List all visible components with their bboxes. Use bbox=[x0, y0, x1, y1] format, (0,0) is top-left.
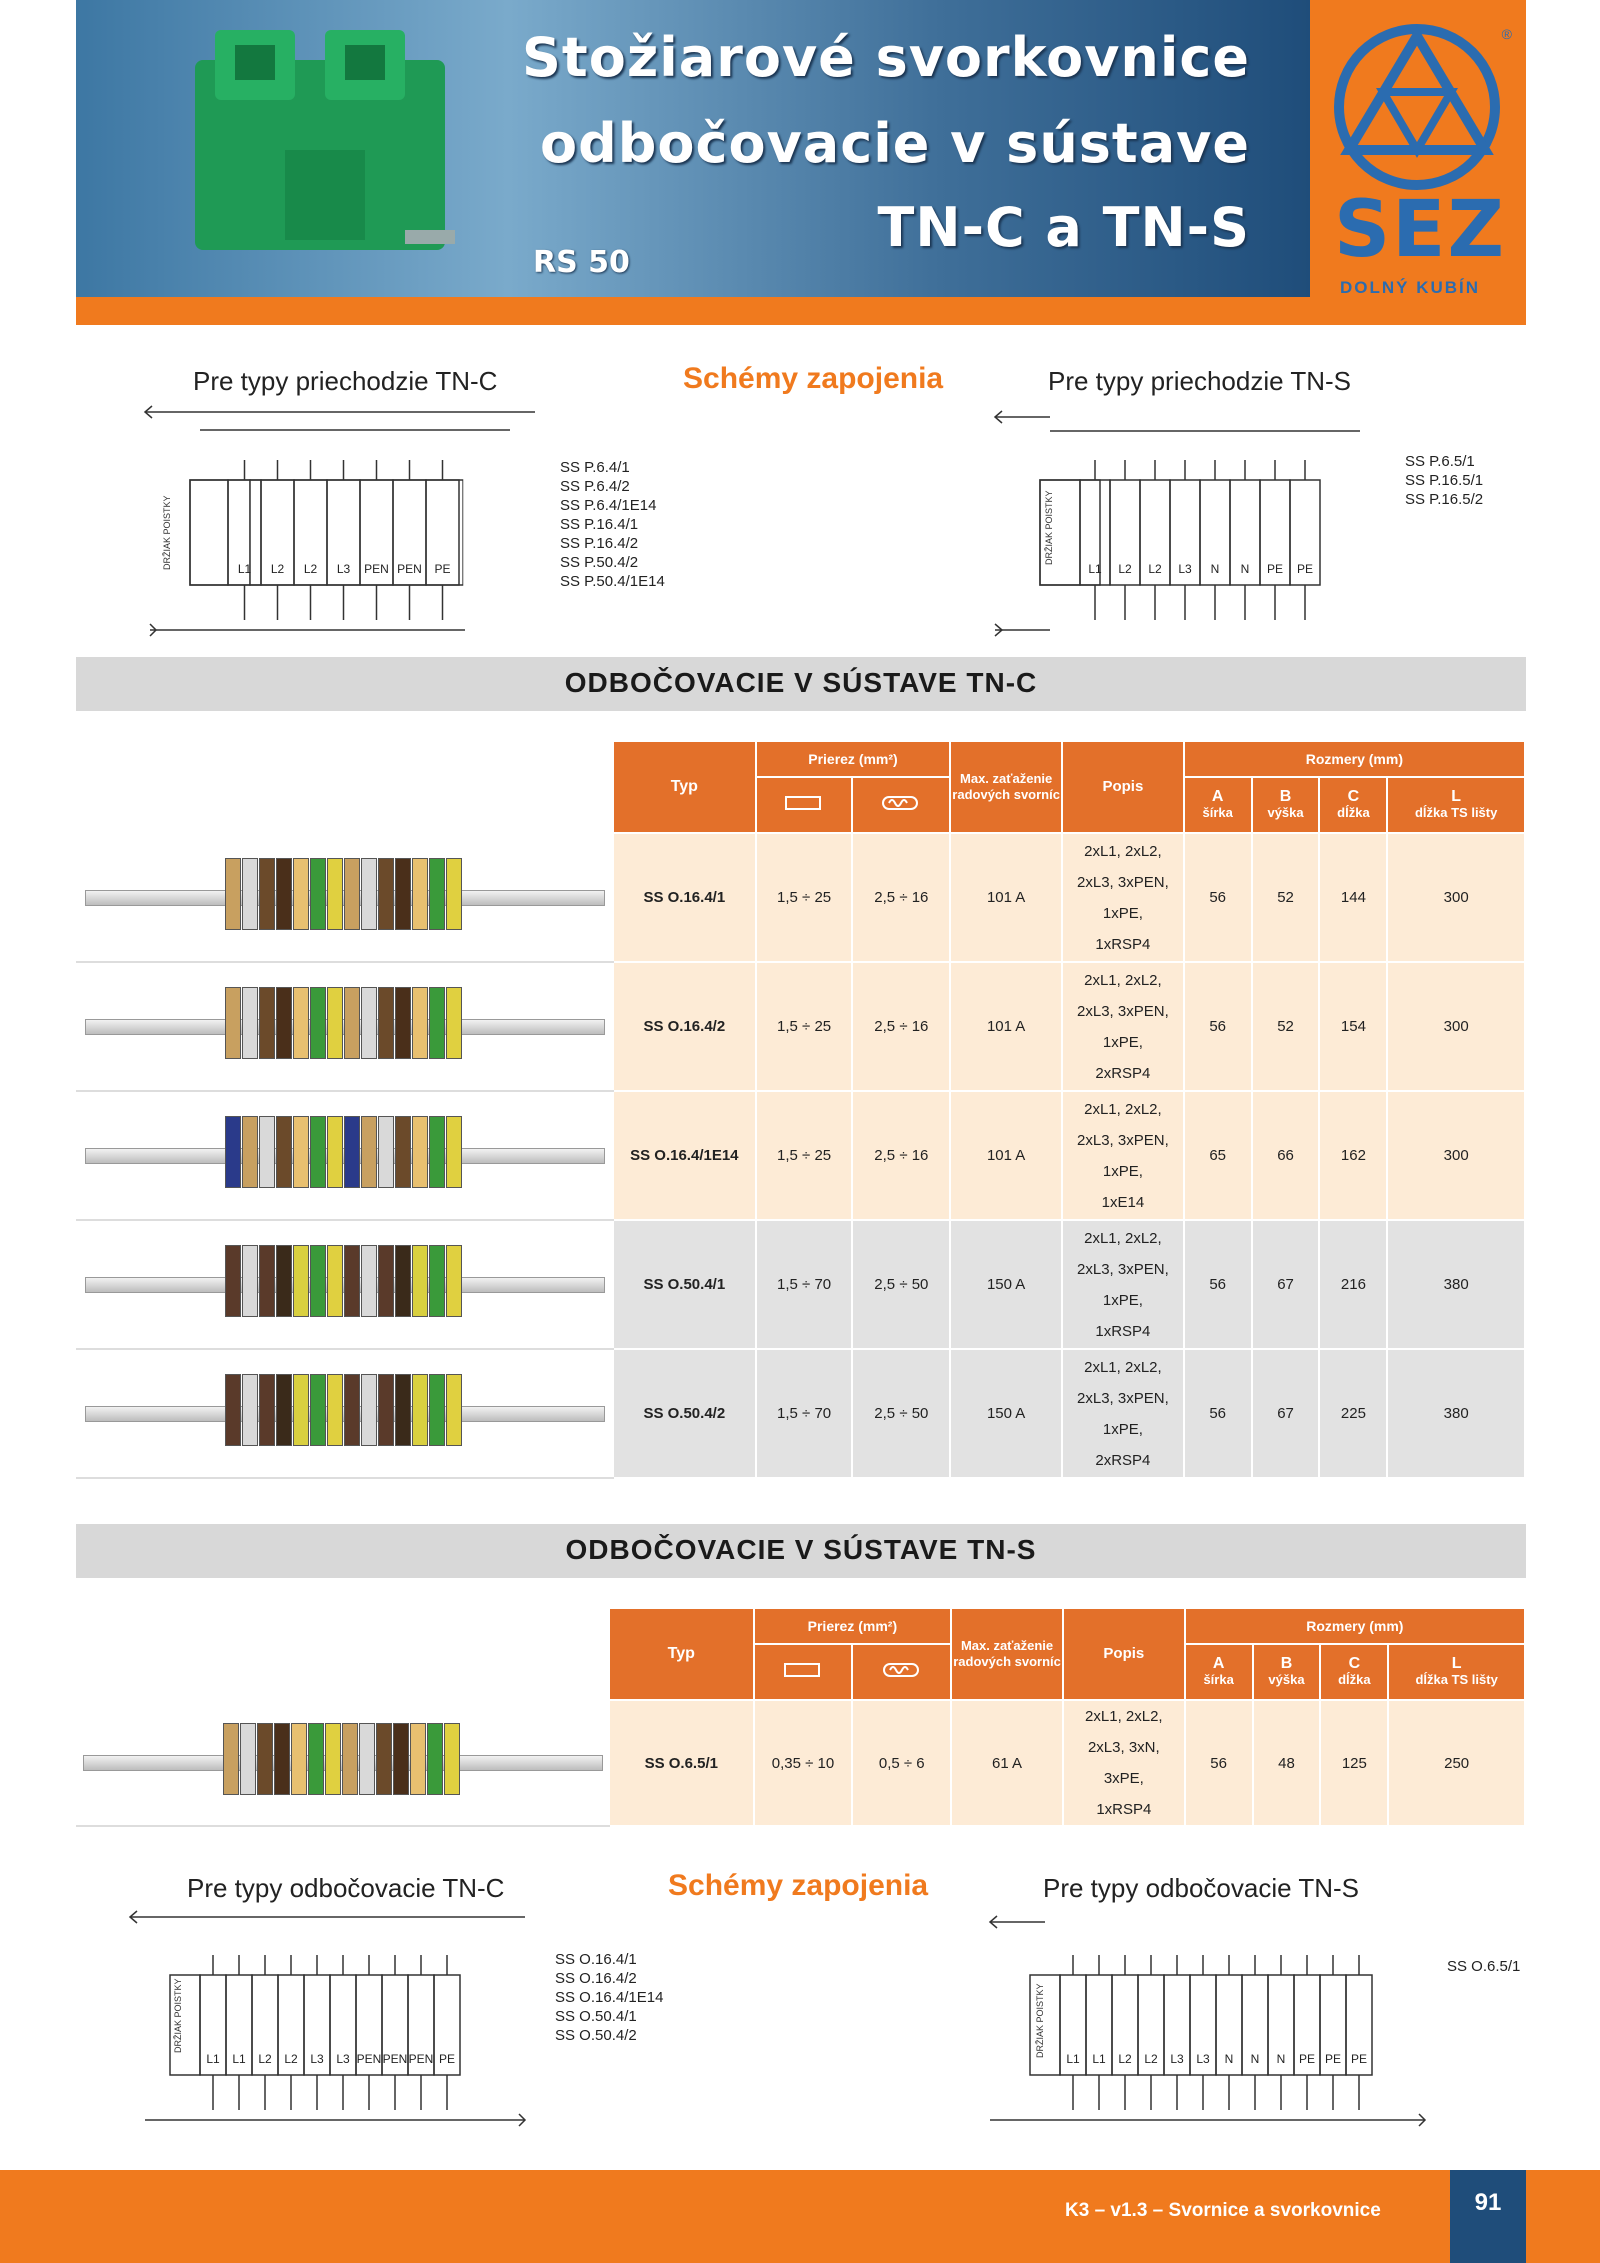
product-photo bbox=[77, 1091, 613, 1220]
terminal-label: PEN bbox=[397, 562, 422, 576]
cross-section-flexible: 2,5 ÷ 16 bbox=[852, 962, 950, 1091]
dimension-a: 56 bbox=[1184, 962, 1252, 1091]
max-load: 101 A bbox=[950, 962, 1062, 1091]
dimension-c: 125 bbox=[1320, 1700, 1388, 1826]
description-line: 2xL1, 2xL2, bbox=[1084, 971, 1162, 989]
dimension-c: 154 bbox=[1319, 962, 1387, 1091]
terminal-label: PE bbox=[1324, 2052, 1342, 2066]
terminal-label: L1 bbox=[1088, 562, 1102, 576]
scheme-top-left-title: Pre typy priechodzie TN-C bbox=[193, 366, 498, 396]
dimension-a: 56 bbox=[1184, 1220, 1252, 1349]
max-load: 101 A bbox=[950, 1091, 1062, 1220]
rigid-conductor-icon bbox=[754, 1644, 853, 1700]
col-typ: Typ bbox=[613, 741, 756, 833]
product-photo bbox=[77, 833, 613, 962]
terminal-label: PEN bbox=[356, 2052, 382, 2066]
flexible-conductor-icon bbox=[852, 1644, 951, 1700]
description bbox=[1062, 1091, 1184, 1220]
terminal-label: PE bbox=[1296, 562, 1314, 576]
type-code: SS P.16.5/2 bbox=[1405, 491, 1484, 508]
scheme-top-heading: Schémy zapojenia bbox=[683, 362, 944, 395]
dimension-c: 216 bbox=[1319, 1220, 1387, 1349]
description-line: 1xRSP4 bbox=[1096, 1801, 1152, 1818]
scheme-top-right-title: Pre typy priechodzie TN-S bbox=[1048, 366, 1351, 396]
description-line: 1xPE, bbox=[1102, 1420, 1143, 1438]
dimension-b: 67 bbox=[1252, 1349, 1320, 1478]
cross-section-flexible: 2,5 ÷ 16 bbox=[852, 1091, 950, 1220]
dimension-a: 56 bbox=[1184, 1349, 1252, 1478]
description-line: 3xPE, bbox=[1103, 1770, 1144, 1787]
scheme-top-left-diagram bbox=[140, 400, 560, 640]
terminal-label: PEN bbox=[408, 2052, 434, 2066]
scheme-top-right-diagram bbox=[990, 405, 1410, 645]
col-prierez: Prierez (mm²) bbox=[756, 741, 951, 777]
description-line: 1xE14 bbox=[1101, 1193, 1145, 1211]
type-code: SS P.50.4/1E14 bbox=[560, 573, 665, 590]
col-a: A šírka bbox=[1184, 777, 1252, 833]
type-code: SS O.6.5/1 bbox=[1447, 1958, 1521, 1975]
terminal-label: PE bbox=[1298, 2052, 1316, 2066]
cross-section-rigid: 1,5 ÷ 25 bbox=[756, 833, 853, 962]
terminal-label: L2 bbox=[1118, 2052, 1132, 2066]
scheme-bottom-right-types bbox=[1447, 1957, 1520, 1976]
product-type: SS O.50.4/2 bbox=[613, 1349, 756, 1478]
description-line: 1xRSP4 bbox=[1095, 935, 1151, 953]
description-line: 2xRSP4 bbox=[1095, 1064, 1151, 1082]
dimension-c: 144 bbox=[1319, 833, 1387, 962]
terminal-label: L3 bbox=[1196, 2052, 1210, 2066]
holder-label-bl: DRŽIAK POISTKY bbox=[173, 1978, 183, 2053]
description bbox=[1062, 1349, 1184, 1478]
description bbox=[1062, 833, 1184, 962]
terminal-label: L1 bbox=[1092, 2052, 1106, 2066]
terminal-label: PE bbox=[438, 2052, 456, 2066]
type-code: SS P.6.4/2 bbox=[560, 478, 630, 495]
terminal-label: L3 bbox=[336, 2052, 350, 2066]
col-b-tns: B výška bbox=[1253, 1644, 1321, 1700]
product-type: SS O.16.4/1E14 bbox=[613, 1091, 756, 1220]
type-code: SS O.16.4/1 bbox=[555, 1951, 637, 1968]
dimension-l: 300 bbox=[1387, 1091, 1525, 1220]
terminal-label: L1 bbox=[1066, 2052, 1080, 2066]
terminal-label: N bbox=[1224, 2052, 1234, 2066]
cross-section-rigid: 0,35 ÷ 10 bbox=[754, 1700, 853, 1826]
terminal-label: PE bbox=[1266, 562, 1284, 576]
logo-subtext: DOLNÝ KUBÍN bbox=[1340, 278, 1481, 297]
type-code: SS P.6.5/1 bbox=[1405, 453, 1475, 470]
product-type: SS O.16.4/1 bbox=[613, 833, 756, 962]
scheme-top-left-types bbox=[560, 458, 665, 591]
cross-section-rigid: 1,5 ÷ 25 bbox=[756, 1091, 853, 1220]
col-rozmery: Rozmery (mm) bbox=[1184, 741, 1525, 777]
description-line: 2xL1, 2xL2, bbox=[1084, 1100, 1162, 1118]
logo-text: SEZ bbox=[1334, 185, 1507, 275]
terminal-label: L2 bbox=[1118, 562, 1132, 576]
dimension-l: 250 bbox=[1388, 1700, 1525, 1826]
terminal-label: PEN bbox=[364, 562, 389, 576]
type-code: SS O.16.4/2 bbox=[555, 1970, 637, 1987]
cross-section-rigid: 1,5 ÷ 25 bbox=[756, 962, 853, 1091]
description-line: 1xPE, bbox=[1102, 1291, 1143, 1309]
dimension-a: 56 bbox=[1185, 1700, 1253, 1826]
cross-section-rigid: 1,5 ÷ 70 bbox=[756, 1220, 853, 1349]
terminal-label: N bbox=[1276, 2052, 1286, 2066]
rigid-conductor-icon bbox=[756, 777, 853, 833]
table-row bbox=[77, 1700, 1525, 1826]
table-row bbox=[77, 1220, 1525, 1349]
table-row bbox=[77, 1349, 1525, 1478]
terminal-label: L3 bbox=[1178, 562, 1192, 576]
cross-section-flexible: 2,5 ÷ 16 bbox=[852, 833, 950, 962]
title-line-3: TN-C a TN-S bbox=[877, 196, 1250, 259]
registered-mark: ® bbox=[1501, 26, 1512, 42]
logo bbox=[1310, 0, 1526, 297]
terminal-block-image bbox=[175, 30, 465, 265]
holder-label-right: DRŽIAK POISTKY bbox=[1044, 490, 1054, 565]
section-tns-bar bbox=[76, 1524, 1526, 1578]
scheme-bottom-left-title: Pre typy odbočovacie TN-C bbox=[187, 1873, 505, 1903]
type-code: SS O.50.4/2 bbox=[555, 2027, 637, 2044]
terminal-label: L1 bbox=[232, 2052, 246, 2066]
holder-label: DRŽIAK POISTKY bbox=[162, 495, 172, 570]
dimension-c: 162 bbox=[1319, 1091, 1387, 1220]
terminal-label: L2 bbox=[1148, 562, 1162, 576]
fuse-holder bbox=[190, 480, 228, 585]
description bbox=[1062, 1220, 1184, 1349]
scheme-bottom-left-types bbox=[555, 1950, 663, 2045]
terminal-label: PE bbox=[1350, 2052, 1368, 2066]
terminal-label: L2 bbox=[258, 2052, 272, 2066]
scheme-bottom-heading: Schémy zapojenia bbox=[668, 1869, 929, 1902]
col-c-tns: C dĺžka bbox=[1320, 1644, 1388, 1700]
col-popis: Popis bbox=[1062, 741, 1184, 833]
cross-section-rigid: 1,5 ÷ 70 bbox=[756, 1349, 853, 1478]
section-tns-title: ODBOČOVACIE V SÚSTAVE TN-S bbox=[565, 1534, 1037, 1565]
terminal-label: L2 bbox=[303, 562, 318, 576]
type-code: SS P.50.4/2 bbox=[560, 554, 639, 571]
cross-section-flexible: 0,5 ÷ 6 bbox=[852, 1700, 951, 1826]
table-row bbox=[77, 962, 1525, 1091]
dimension-l: 380 bbox=[1387, 1220, 1525, 1349]
terminal-label: PEN bbox=[382, 2052, 408, 2066]
scheme-bottom-right-diagram bbox=[985, 1910, 1455, 2130]
tnc-table bbox=[76, 740, 1526, 1479]
terminal-label: N bbox=[1250, 2052, 1260, 2066]
page-number: 91 bbox=[1450, 2170, 1526, 2263]
dimension-b: 67 bbox=[1252, 1220, 1320, 1349]
terminal-label: L3 bbox=[310, 2052, 324, 2066]
max-load: 150 A bbox=[950, 1220, 1062, 1349]
dimension-b: 48 bbox=[1253, 1700, 1321, 1826]
dimension-l: 380 bbox=[1387, 1349, 1525, 1478]
section-tnc-bar bbox=[76, 657, 1526, 711]
type-code: SS O.16.4/1E14 bbox=[555, 1989, 664, 2006]
title-line-1: Stožiarové svorkovnice bbox=[522, 26, 1250, 89]
product-type: SS O.16.4/2 bbox=[613, 962, 756, 1091]
col-max: Max. zaťaženie radových svorníc bbox=[950, 741, 1062, 833]
type-code: SS P.16.4/2 bbox=[560, 535, 639, 552]
table-row bbox=[77, 833, 1525, 962]
cross-section-flexible: 2,5 ÷ 50 bbox=[852, 1349, 950, 1478]
dimension-c: 225 bbox=[1319, 1349, 1387, 1478]
dimension-a: 65 bbox=[1184, 1091, 1252, 1220]
col-c: C dĺžka bbox=[1319, 777, 1387, 833]
tns-table bbox=[76, 1607, 1526, 1827]
max-load: 61 A bbox=[951, 1700, 1063, 1826]
type-code: SS P.16.4/1 bbox=[560, 516, 639, 533]
terminal-label: N bbox=[1240, 562, 1250, 576]
terminal-label: L2 bbox=[284, 2052, 298, 2066]
cross-section-flexible: 2,5 ÷ 50 bbox=[852, 1220, 950, 1349]
terminal-label: L3 bbox=[336, 562, 351, 576]
type-code: SS P.6.4/1E14 bbox=[560, 497, 657, 514]
table-row bbox=[77, 1091, 1525, 1220]
dimension-b: 66 bbox=[1252, 1091, 1320, 1220]
dimension-l: 300 bbox=[1387, 833, 1525, 962]
product-label: RS 50 bbox=[533, 245, 630, 280]
col-l-tns: L dĺžka TS lišty bbox=[1388, 1644, 1525, 1700]
terminal-label: L1 bbox=[237, 562, 252, 576]
terminal-label: PE bbox=[434, 562, 451, 576]
description-line: 2xL3, 3xPEN, bbox=[1077, 873, 1169, 891]
product-photo bbox=[77, 1220, 613, 1349]
product-photo bbox=[77, 962, 613, 1091]
description-line: 1xPE, bbox=[1102, 1162, 1143, 1180]
col-typ-tns: Typ bbox=[609, 1608, 754, 1700]
col-l: L dĺžka TS lišty bbox=[1387, 777, 1525, 833]
description-line: 2xL1, 2xL2, bbox=[1084, 842, 1162, 860]
dimension-a: 56 bbox=[1184, 833, 1252, 962]
scheme-bottom-right-title: Pre typy odbočovacie TN-S bbox=[1043, 1873, 1359, 1903]
product-photo bbox=[77, 1349, 613, 1478]
type-code: SS P.16.5/1 bbox=[1405, 472, 1484, 489]
terminal-label: L1 bbox=[206, 2052, 220, 2066]
description-line: 2xL3, 3xPEN, bbox=[1077, 1389, 1169, 1407]
title-line-2: odbočovacie v sústave bbox=[539, 112, 1250, 175]
product-type: SS O.6.5/1 bbox=[609, 1700, 754, 1826]
footer-text: K3 – v1.3 – Svornice a svorkovnice bbox=[1065, 2200, 1381, 2221]
max-load: 150 A bbox=[950, 1349, 1062, 1478]
description-line: 2xL3, 3xN, bbox=[1087, 1739, 1160, 1756]
terminal-label: L3 bbox=[1170, 2052, 1184, 2066]
scheme-bottom-left-diagram bbox=[125, 1905, 565, 2130]
dimension-b: 52 bbox=[1252, 962, 1320, 1091]
type-code: SS P.6.4/1 bbox=[560, 459, 630, 476]
description-line: 2xL3, 3xPEN, bbox=[1077, 1131, 1169, 1149]
description-line: 2xL3, 3xPEN, bbox=[1077, 1002, 1169, 1020]
terminal-label: L2 bbox=[270, 562, 285, 576]
terminal-label: L2 bbox=[1144, 2052, 1158, 2066]
col-popis-tns: Popis bbox=[1063, 1608, 1185, 1700]
flexible-conductor-icon bbox=[852, 777, 950, 833]
description-line: 2xL1, 2xL2, bbox=[1084, 1229, 1162, 1247]
description bbox=[1063, 1700, 1185, 1826]
col-b: B výška bbox=[1252, 777, 1320, 833]
type-code: SS O.50.4/1 bbox=[555, 2008, 637, 2025]
description-line: 2xL1, 2xL2, bbox=[1085, 1708, 1163, 1725]
sez-logo-icon bbox=[1330, 22, 1505, 192]
col-rozmery-tns: Rozmery (mm) bbox=[1185, 1608, 1525, 1644]
description-line: 1xPE, bbox=[1102, 1033, 1143, 1051]
col-max-tns: Max. zaťaženie radových svorníc bbox=[951, 1608, 1063, 1700]
col-prierez-tns: Prierez (mm²) bbox=[754, 1608, 952, 1644]
scheme-top-right-types bbox=[1405, 452, 1483, 509]
dimension-l: 300 bbox=[1387, 962, 1525, 1091]
product-type: SS O.50.4/1 bbox=[613, 1220, 756, 1349]
terminal-label: N bbox=[1210, 562, 1220, 576]
description-line: 2xL1, 2xL2, bbox=[1084, 1358, 1162, 1376]
description bbox=[1062, 962, 1184, 1091]
description-line: 1xPE, bbox=[1102, 904, 1143, 922]
description-line: 1xRSP4 bbox=[1095, 1322, 1151, 1340]
holder-label-br: DRŽIAK POISTKY bbox=[1035, 1983, 1045, 2058]
max-load: 101 A bbox=[950, 833, 1062, 962]
product-photo bbox=[77, 1700, 609, 1826]
section-tnc-title: ODBOČOVACIE V SÚSTAVE TN-C bbox=[564, 667, 1038, 698]
dimension-b: 52 bbox=[1252, 833, 1320, 962]
col-a-tns: A šírka bbox=[1185, 1644, 1253, 1700]
description-line: 2xRSP4 bbox=[1095, 1451, 1151, 1469]
description-line: 2xL3, 3xPEN, bbox=[1077, 1260, 1169, 1278]
